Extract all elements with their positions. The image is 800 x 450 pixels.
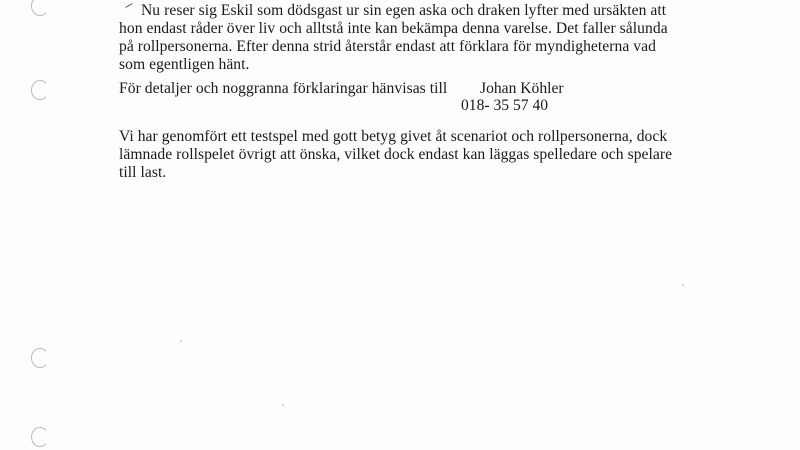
- paragraph-testspel: [119, 128, 672, 182]
- paragraph-line: Vi har genomfört ett testspel med gott betyg givet åt scenariot och rollpersonerna, dock: [119, 128, 668, 145]
- paragraph-line: på rollpersonerna. Efter denna strid återstår endast att förklara för myndigheterna vad: [119, 38, 656, 55]
- paragraph-line: till last.: [119, 164, 167, 181]
- scan-speck: [282, 404, 284, 406]
- paragraph-line: som egentligen hänt.: [119, 56, 250, 73]
- punch-hole-icon: [31, 80, 49, 100]
- scan-speck: [682, 284, 684, 286]
- contact-name: Johan Köhler: [480, 80, 564, 97]
- scan-speck: [180, 340, 182, 342]
- paragraph-eskil: [119, 2, 668, 74]
- punch-hole-icon: [31, 348, 49, 368]
- paragraph-line: hon endast råder över liv och alltstå inte kan bekämpa denna varelse. Det faller sålunda: [119, 20, 668, 37]
- paragraph-line: [119, 2, 668, 20]
- paragraph-line-text: Nu reser sig Eskil som dödsgast ur sin egen aska och draken lyfter med ursäkten att: [141, 2, 667, 19]
- contact-phone: 018- 35 57 40: [461, 97, 549, 114]
- paragraph-line: lämnade rollspelet övrigt att önska, vilket dock endast kan läggas spelledare och spelare: [119, 146, 673, 163]
- pen-mark-icon: [125, 3, 132, 8]
- contact-reference-text: För detaljer och noggranna förklaringar hänvisas till: [119, 80, 448, 97]
- punch-hole-icon: [31, 427, 49, 447]
- punch-hole-icon: [31, 0, 49, 16]
